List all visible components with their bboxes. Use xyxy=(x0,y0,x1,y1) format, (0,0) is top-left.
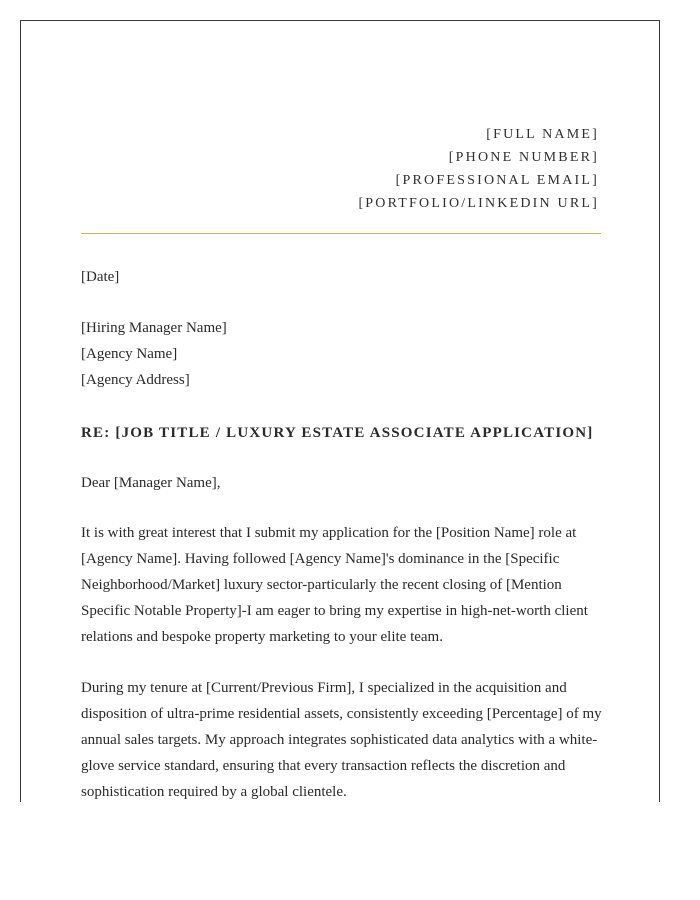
agency-address: [Agency Address] xyxy=(81,372,190,388)
paragraph-1: It is with great interest that I submit my application for the [Position Name] role at [Agency Name]. Having followed [Agency Name]'s dominance in the [Specific Neighborhood/Market] luxury sector-particularly the recent closing of [Mention Specific Notable Property]-I am eager to bring my expertise in high-net-worth client relations and bespoke property marketing to your elite team. xyxy=(81,525,588,645)
contact-header xyxy=(358,123,599,215)
letter-page xyxy=(20,20,660,802)
full-name: [FULL NAME] xyxy=(486,127,599,142)
paragraph-2: During my tenure at [Current/Previous Firm], I specialized in the acquisition and disposition of ultra-prime residential assets, consistently exceeding [Percentage] of my annual sales targets. My approach integrates sophisticated data analytics with a white-glove service standard, ensuring that every transaction reflects the discretion and sophistication required by a global clientele. xyxy=(81,680,602,800)
letter-body xyxy=(81,264,603,802)
professional-email: [PROFESSIONAL EMAIL] xyxy=(395,173,599,188)
recipient-block xyxy=(81,315,603,393)
subject-line: RE: [JOB TITLE / LUXURY ESTATE ASSOCIATE APPLICATION] xyxy=(81,425,594,441)
salutation: Dear [Manager Name], xyxy=(81,475,221,491)
hiring-manager-name: [Hiring Manager Name] xyxy=(81,320,227,336)
phone-number: [PHONE NUMBER] xyxy=(448,150,599,165)
header-divider xyxy=(81,233,601,234)
portfolio-url: [PORTFOLIO/LINKEDIN URL] xyxy=(358,196,599,211)
letter-date: [Date] xyxy=(81,269,120,285)
agency-name: [Agency Name] xyxy=(81,346,178,362)
